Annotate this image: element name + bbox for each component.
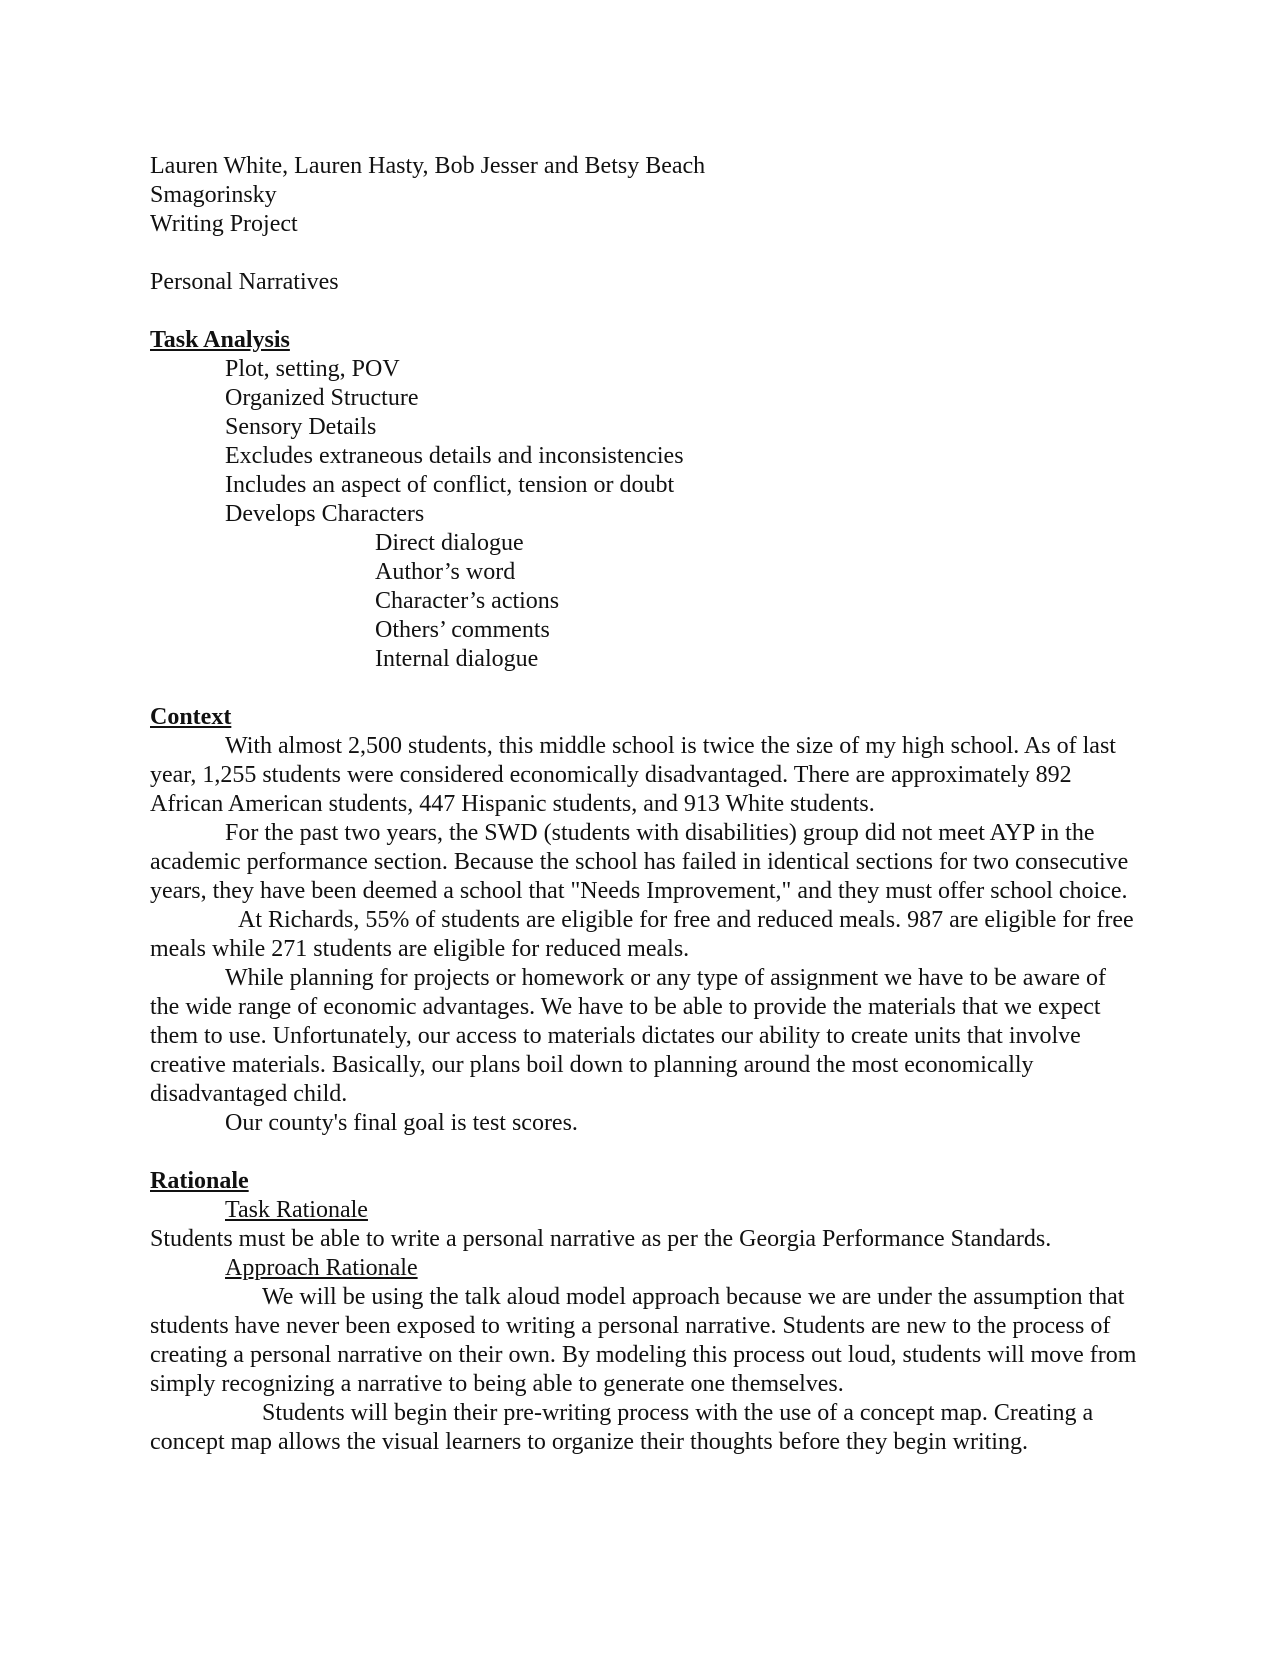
context-paragraph (150, 906, 1140, 964)
paragraph-text: With almost 2,500 students, this middle school is twice the size of my high school. As of last year, 1,255 students were considered economically disadvantaged. There are approximately 892 African American students, 447 Hispanic students, and 913 White students. (150, 733, 1116, 817)
course-line: Writing Project (150, 211, 298, 237)
task-item: Sensory Details (225, 414, 377, 440)
context-paragraph (150, 964, 1140, 1109)
task-rationale-heading: Task Rationale (225, 1197, 368, 1223)
document-body (150, 152, 1140, 1457)
paragraph-text: For the past two years, the SWD (students with disabilities) group did not meet AYP in the academic performance section. Because the school has failed in identical sections for two consecutive years, they have been deemed a school that "Needs Improvement," and they must offer school choice. (150, 820, 1129, 904)
task-subitem: Author’s word (375, 559, 516, 585)
task-analysis-heading: Task Analysis (150, 327, 290, 353)
paragraph-text: We will be using the talk aloud model approach because we are under the assumption that students have never been exposed to writing a personal narrative. Students are new to the process of creating a personal narrative on their own. By modeling this process out loud, students will move from simply recognizing a narrative to being able to generate one themselves. (150, 1284, 1137, 1397)
paragraph-text: Students will begin their pre-writing process with the use of a concept map. Creating a concept map allows the visual learners to organize their thoughts before they begin writing. (150, 1400, 1094, 1455)
paragraph-text: Our county's final goal is test scores. (225, 1110, 578, 1136)
task-item: Plot, setting, POV (225, 356, 400, 382)
approach-paragraph (150, 1399, 1140, 1457)
context-paragraph (150, 732, 1140, 819)
task-subitem: Others’ comments (375, 617, 550, 643)
document-title: Personal Narratives (150, 269, 339, 295)
spacer (150, 297, 1140, 326)
paragraph-text: At Richards, 55% of students are eligible for free and reduced meals. 987 are eligible for free meals while 271 students are eligible for reduced meals. (150, 907, 1134, 962)
spacer (150, 1138, 1140, 1167)
approach-paragraph (150, 1283, 1140, 1399)
task-subitem: Internal dialogue (375, 646, 539, 672)
context-section (150, 703, 1140, 732)
authors-line: Lauren White, Lauren Hasty, Bob Jesser and Betsy Beach (150, 153, 706, 179)
approach-rationale-heading: Approach Rationale (225, 1255, 418, 1281)
task-item: Organized Structure (225, 385, 419, 411)
rationale-section (150, 1167, 1140, 1196)
paragraph-text: While planning for projects or homework or any type of assignment we have to be aware of the wide range of economic advantages. We have to be able to provide the materials that we expect them to use. Unfortunately, our access to materials dictates our ability to create units that involve creative materials. Basically, our plans boil down to planning around the most economically disadvantaged child. (150, 965, 1107, 1107)
task-rationale-subsection (150, 1196, 1140, 1225)
task-item: Excludes extraneous details and inconsistencies (225, 443, 684, 469)
approach-rationale-subsection (150, 1254, 1140, 1283)
task-analysis-section (150, 326, 1140, 355)
context-paragraph (150, 819, 1140, 906)
rationale-heading: Rationale (150, 1168, 249, 1194)
context-heading: Context (150, 704, 232, 730)
task-subitem: Direct dialogue (375, 530, 524, 556)
context-paragraph (150, 1109, 1140, 1138)
task-subitem: Character’s actions (375, 588, 560, 614)
task-item: Develops Characters (225, 501, 425, 527)
spacer (150, 239, 1140, 268)
spacer (150, 674, 1140, 703)
task-item: Includes an aspect of conflict, tension or doubt (225, 472, 675, 498)
task-rationale-text: Students must be able to write a personal narrative as per the Georgia Performance Standards. (150, 1226, 1052, 1252)
instructor-line: Smagorinsky (150, 182, 277, 208)
